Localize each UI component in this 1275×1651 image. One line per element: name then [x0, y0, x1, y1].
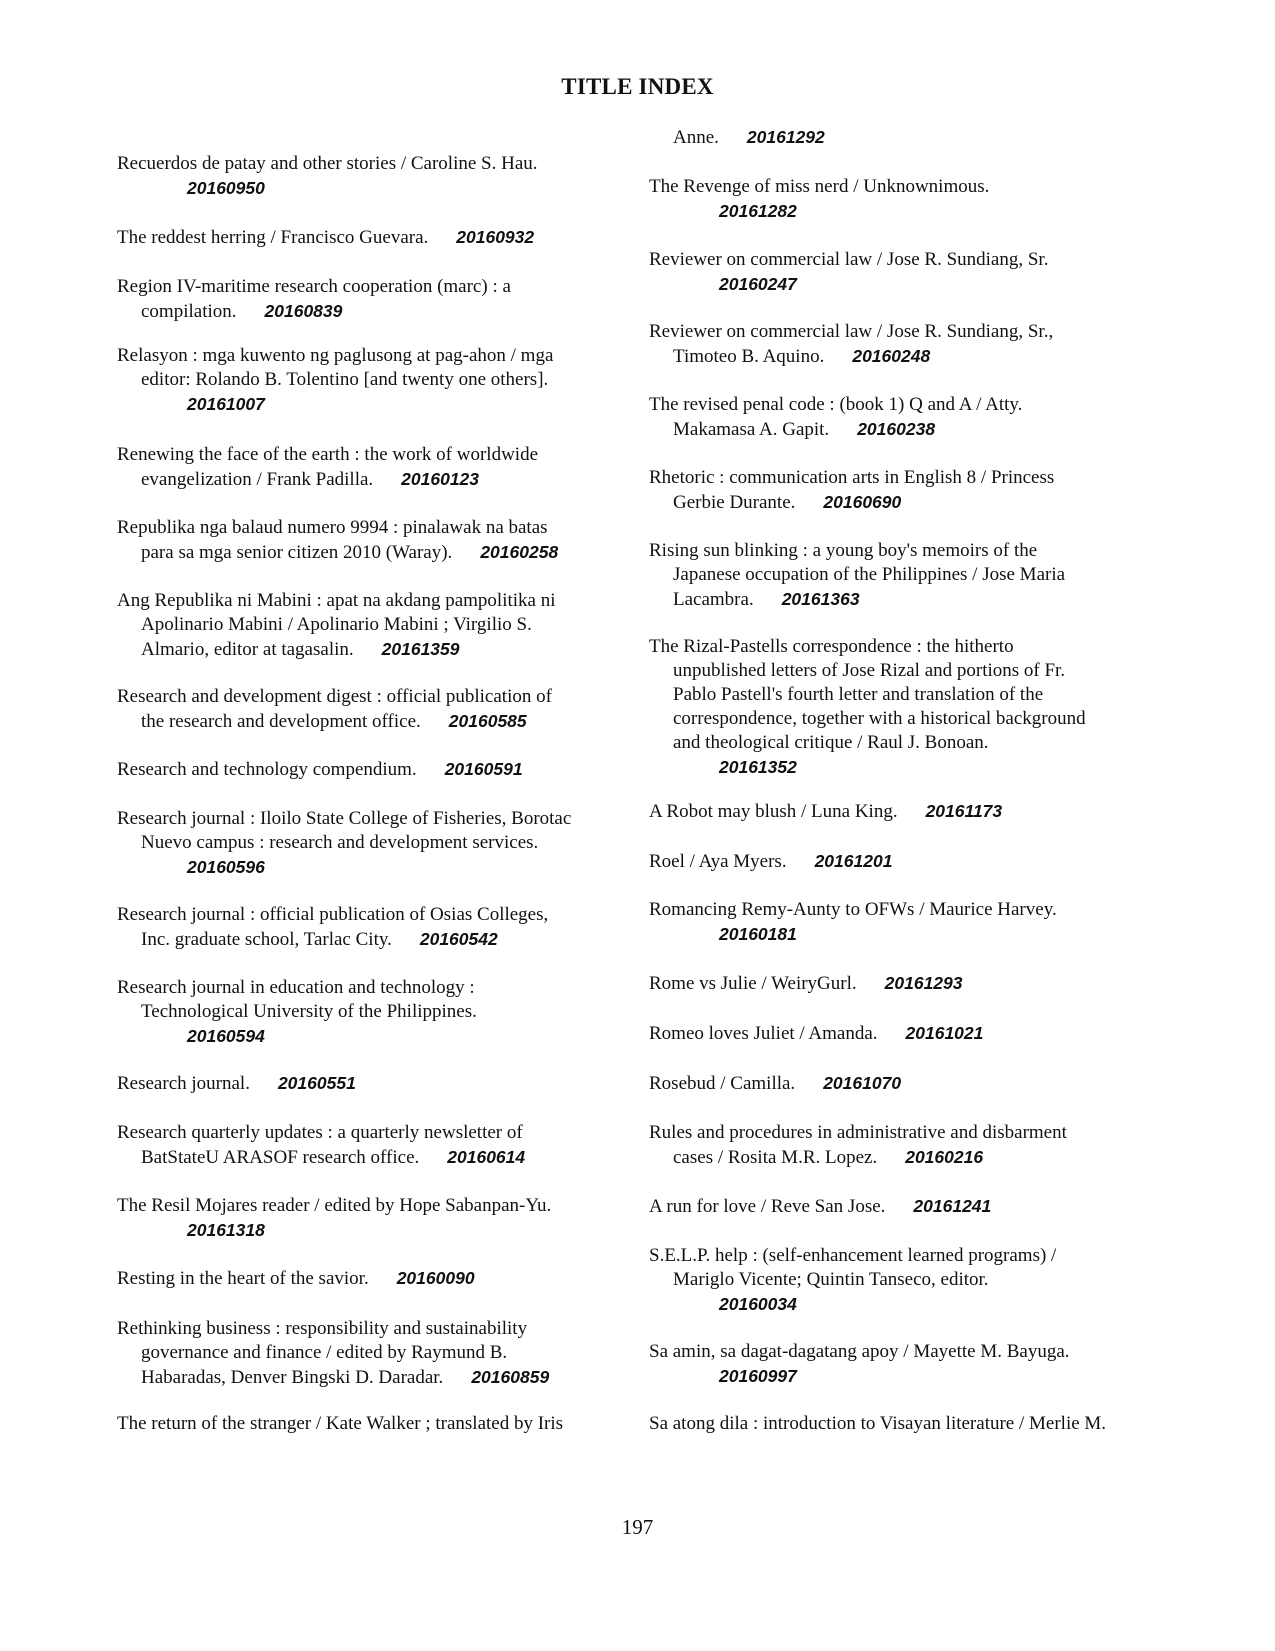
entry-line — [649, 248, 1048, 272]
entry-line — [649, 1292, 1056, 1317]
entry-line — [649, 731, 1086, 755]
entry-line — [117, 1121, 525, 1145]
accession-number: 20161352 — [719, 757, 797, 777]
index-entry — [117, 589, 556, 662]
accession-number: 20161318 — [187, 1220, 265, 1240]
entry-line — [117, 855, 571, 880]
entry-line — [117, 709, 552, 734]
entry-text: Rome vs Julie / WeiryGurl. — [649, 973, 857, 994]
index-entry — [649, 1340, 1070, 1389]
entry-text: Recuerdos de patay and other stories / Caroline S. Hau. — [117, 153, 538, 174]
entry-line — [649, 417, 1022, 442]
entry-line — [117, 467, 538, 492]
accession-number: 20161241 — [913, 1196, 992, 1216]
entry-text: Resting in the heart of the savior. — [117, 1268, 369, 1289]
entry-text: BatStateU ARASOF research office. — [141, 1147, 420, 1168]
entry-line — [117, 831, 571, 855]
entry-line — [649, 1364, 1070, 1389]
entry-line — [117, 1412, 563, 1436]
entry-line — [649, 490, 1054, 515]
index-entry — [117, 903, 548, 952]
entry-line — [649, 1340, 1070, 1364]
entry-line — [649, 1121, 1067, 1145]
entry-text: Gerbie Durante. — [673, 492, 796, 513]
entry-text: Technological University of the Philippines. — [141, 1001, 477, 1022]
accession-number: 20160181 — [719, 924, 797, 944]
entry-line — [649, 199, 989, 224]
entry-line — [649, 849, 892, 874]
entry-text: A run for love / Reve San Jose. — [649, 1196, 886, 1217]
entry-text: Japanese occupation of the Philippines / Jose Maria — [673, 564, 1066, 585]
entry-text: Romancing Remy-Aunty to OFWs / Maurice Harvey. — [649, 899, 1057, 920]
entry-text: Apolinario Mabini / Apolinario Mabini ; Virgilio S. — [141, 614, 532, 635]
accession-number: 20160248 — [852, 346, 931, 366]
entry-line — [117, 392, 553, 417]
entry-text: Research quarterly updates : a quarterly newsletter of — [117, 1122, 523, 1143]
entry-text: Sa amin, sa dagat-dagatang apoy / Mayette M. Bayuga. — [649, 1341, 1070, 1362]
entry-line — [117, 1317, 549, 1341]
entry-line — [649, 707, 1086, 731]
entry-text: Research and development digest : official publication of — [117, 686, 552, 707]
accession-number: 20161292 — [746, 127, 825, 147]
entry-text: Romeo loves Juliet / Amanda. — [649, 1023, 878, 1044]
entry-line — [649, 1021, 983, 1046]
entry-line — [649, 659, 1086, 683]
index-entry — [649, 1071, 901, 1096]
entry-text: Research journal in education and technology : — [117, 977, 475, 998]
entry-line — [117, 976, 477, 1000]
entry-text: Makamasa A. Gapit. — [673, 419, 830, 440]
accession-number: 20161021 — [905, 1023, 984, 1043]
entry-line — [649, 1268, 1056, 1292]
accession-number: 20160932 — [456, 227, 535, 247]
entry-text: The return of the stranger / Kate Walker ; translated by Iris — [117, 1413, 564, 1434]
entry-line — [117, 176, 538, 201]
entry-line — [117, 1145, 525, 1170]
entry-line — [649, 466, 1054, 490]
entry-text: Sa atong dila : introduction to Visayan literature / Merlie M. — [649, 1413, 1107, 1434]
entry-text: Inc. graduate school, Tarlac City. — [141, 929, 392, 950]
accession-number: 20160216 — [905, 1147, 984, 1167]
index-entry — [649, 393, 1022, 442]
accession-number: 20160997 — [719, 1366, 797, 1386]
entry-line — [117, 613, 556, 637]
entry-text: The reddest herring / Francisco Guevara. — [117, 227, 429, 248]
index-entry — [649, 1194, 991, 1219]
entry-line — [649, 635, 1086, 659]
entry-text: Anne. — [673, 127, 719, 148]
index-entry — [649, 849, 892, 874]
index-entry — [117, 225, 534, 250]
index-entry — [649, 1412, 1106, 1436]
entry-line — [649, 539, 1065, 563]
entry-line — [673, 125, 825, 150]
index-entry — [649, 1244, 1056, 1317]
accession-number: 20160594 — [187, 1026, 265, 1046]
entry-text: para sa mga senior citizen 2010 (Waray). — [141, 542, 453, 563]
entry-text: Research journal : official publication of Osias Colleges, — [117, 904, 549, 925]
index-entry — [649, 1021, 983, 1046]
accession-number: 20160596 — [187, 857, 265, 877]
entry-line — [649, 587, 1065, 612]
index-entry — [117, 685, 552, 734]
entry-text: cases / Rosita M.R. Lopez. — [673, 1147, 878, 1168]
entry-line — [117, 1024, 477, 1049]
entry-line — [117, 299, 511, 324]
entry-line — [649, 344, 1053, 369]
entry-text: Renewing the face of the earth : the work of worldwide — [117, 444, 539, 465]
entry-text: Ang Republika ni Mabini : apat na akdang pampolitika ni — [117, 590, 556, 611]
entry-text: and theological critique / Raul J. Bonoan. — [673, 732, 989, 753]
entry-text: compilation. — [141, 301, 237, 322]
entry-line — [649, 683, 1086, 707]
entry-text: S.E.L.P. help : (self-enhancement learned programs) / — [649, 1245, 1057, 1266]
entry-line — [649, 175, 989, 199]
index-entry — [117, 1194, 551, 1243]
entry-text: Rising sun blinking : a young boy's memoirs of the — [649, 540, 1038, 561]
accession-number: 20160238 — [857, 419, 936, 439]
entry-line — [117, 152, 538, 176]
page-number: 197 — [621, 1515, 654, 1539]
entry-line — [117, 1266, 475, 1291]
index-entry — [117, 516, 558, 565]
index-entry — [673, 125, 825, 150]
index-entry — [649, 635, 1086, 780]
entry-line — [649, 1145, 1067, 1170]
entry-line — [117, 1218, 551, 1243]
entry-text: Rosebud / Camilla. — [649, 1073, 796, 1094]
entry-text: The Rizal-Pastells correspondence : the hitherto — [649, 636, 1014, 657]
index-entry — [649, 898, 1057, 947]
entry-line — [117, 757, 523, 782]
entry-line — [117, 516, 558, 540]
accession-number: 20160247 — [719, 274, 797, 294]
entry-text: Nuevo campus : research and development services. — [141, 832, 539, 853]
index-entry — [649, 1121, 1067, 1170]
entry-text: The revised penal code : (book 1) Q and A / Atty. — [649, 394, 1023, 415]
entry-text: Research journal. — [117, 1073, 250, 1094]
accession-number: 20161359 — [381, 639, 460, 659]
entry-text: Reviewer on commercial law / Jose R. Sundiang, Sr., — [649, 321, 1054, 342]
entry-line — [117, 685, 552, 709]
accession-number: 20160258 — [480, 542, 559, 562]
index-entry — [117, 344, 553, 417]
entry-line — [117, 540, 558, 565]
index-entry — [649, 248, 1048, 297]
entry-text: Republika nga balaud numero 9994 : pinalawak na batas — [117, 517, 548, 538]
index-entry — [117, 976, 477, 1049]
entry-line — [649, 922, 1057, 947]
entry-text: evangelization / Frank Padilla. — [141, 469, 374, 490]
entry-line — [117, 443, 538, 467]
entry-line — [649, 1412, 1106, 1436]
entry-text: A Robot may blush / Luna King. — [649, 801, 898, 822]
entry-text: Rhetoric : communication arts in English 8 / Princess — [649, 467, 1055, 488]
accession-number: 20160034 — [719, 1294, 797, 1314]
entry-text: Mariglo Vicente; Quintin Tanseco, editor. — [673, 1269, 989, 1290]
index-entry — [649, 971, 963, 996]
accession-number: 20160591 — [444, 759, 523, 779]
entry-line — [117, 1341, 549, 1365]
entry-text: the research and development office. — [141, 711, 421, 732]
index-entry — [117, 1317, 549, 1390]
accession-number: 20160950 — [187, 178, 265, 198]
index-entry — [117, 1266, 475, 1291]
accession-number: 20161173 — [925, 801, 1003, 821]
entry-line — [117, 807, 571, 831]
entry-text: Region IV-maritime research cooperation (marc) : a — [117, 276, 511, 297]
index-entry — [649, 466, 1054, 515]
index-entry — [117, 1121, 525, 1170]
entry-line — [117, 927, 548, 952]
accession-number: 20160123 — [401, 469, 480, 489]
entry-text: The Resil Mojares reader / edited by Hope Sabanpan-Yu. — [117, 1195, 552, 1216]
accession-number: 20160551 — [277, 1073, 356, 1093]
index-entry — [117, 807, 571, 880]
entry-text: Rethinking business : responsibility and sustainability — [117, 1318, 528, 1339]
index-entry — [649, 539, 1065, 612]
entry-line — [117, 275, 511, 299]
entry-line — [649, 898, 1057, 922]
entry-line — [117, 637, 556, 662]
accession-number: 20161007 — [187, 394, 265, 414]
entry-text: Research and technology compendium. — [117, 759, 417, 780]
accession-number: 20161293 — [884, 973, 963, 993]
entry-text: Rules and procedures in administrative and disbarment — [649, 1122, 1067, 1143]
entry-text: Habaradas, Denver Bingski D. Daradar. — [141, 1367, 444, 1388]
entry-text: Almario, editor at tagasalin. — [141, 639, 354, 660]
entry-text: correspondence, together with a historical background — [673, 708, 1086, 729]
entry-text: Relasyon : mga kuwento ng paglusong at pag-ahon / mga — [117, 345, 554, 366]
entry-text: The Revenge of miss nerd / Unknownimous. — [649, 176, 990, 197]
entry-line — [117, 225, 534, 250]
entry-line — [649, 1071, 901, 1096]
accession-number: 20160585 — [448, 711, 527, 731]
entry-line — [649, 799, 1002, 824]
entry-line — [649, 563, 1065, 587]
accession-number: 20160090 — [396, 1268, 475, 1288]
entry-line — [117, 1365, 549, 1390]
entry-line — [117, 368, 553, 392]
index-entry — [649, 320, 1053, 369]
index-entry — [117, 275, 511, 324]
entry-text: Reviewer on commercial law / Jose R. Sundiang, Sr. — [649, 249, 1049, 270]
page-title: TITLE INDEX — [561, 74, 714, 99]
accession-number: 20161201 — [814, 851, 893, 871]
index-entry — [117, 1412, 563, 1436]
entry-line — [117, 903, 548, 927]
index-entry — [117, 757, 523, 782]
entry-text: Roel / Aya Myers. — [649, 851, 787, 872]
index-entry — [117, 1071, 356, 1096]
accession-number: 20160542 — [419, 929, 498, 949]
index-entry — [649, 799, 1002, 824]
entry-line — [117, 1000, 477, 1024]
accession-number: 20161282 — [719, 201, 797, 221]
entry-text: Pablo Pastell's fourth letter and translation of the — [673, 684, 1044, 705]
entry-line — [649, 1194, 991, 1219]
entry-line — [649, 393, 1022, 417]
entry-line — [649, 320, 1053, 344]
index-entry — [649, 175, 989, 224]
accession-number: 20160690 — [823, 492, 902, 512]
entry-text: governance and finance / edited by Raymund B. — [141, 1342, 508, 1363]
entry-text: editor: Rolando B. Tolentino [and twenty one others]. — [141, 369, 549, 390]
entry-text: Lacambra. — [673, 589, 754, 610]
index-entry — [117, 152, 538, 201]
accession-number: 20161070 — [823, 1073, 902, 1093]
entry-line — [117, 1071, 356, 1096]
entry-line — [117, 1194, 551, 1218]
entry-line — [649, 1244, 1056, 1268]
entry-line — [649, 755, 1086, 780]
entry-line — [117, 589, 556, 613]
entry-line — [649, 272, 1048, 297]
index-entry — [117, 443, 538, 492]
entry-text: Timoteo B. Aquino. — [673, 346, 825, 367]
entry-line — [117, 344, 553, 368]
entry-text: unpublished letters of Jose Rizal and portions of Fr. — [673, 660, 1066, 681]
entry-text: Research journal : Iloilo State College of Fisheries, Borotac — [117, 808, 572, 829]
accession-number: 20160859 — [471, 1367, 550, 1387]
entry-line — [649, 971, 963, 996]
accession-number: 20160839 — [264, 301, 343, 321]
accession-number: 20161363 — [781, 589, 860, 609]
accession-number: 20160614 — [447, 1147, 526, 1167]
